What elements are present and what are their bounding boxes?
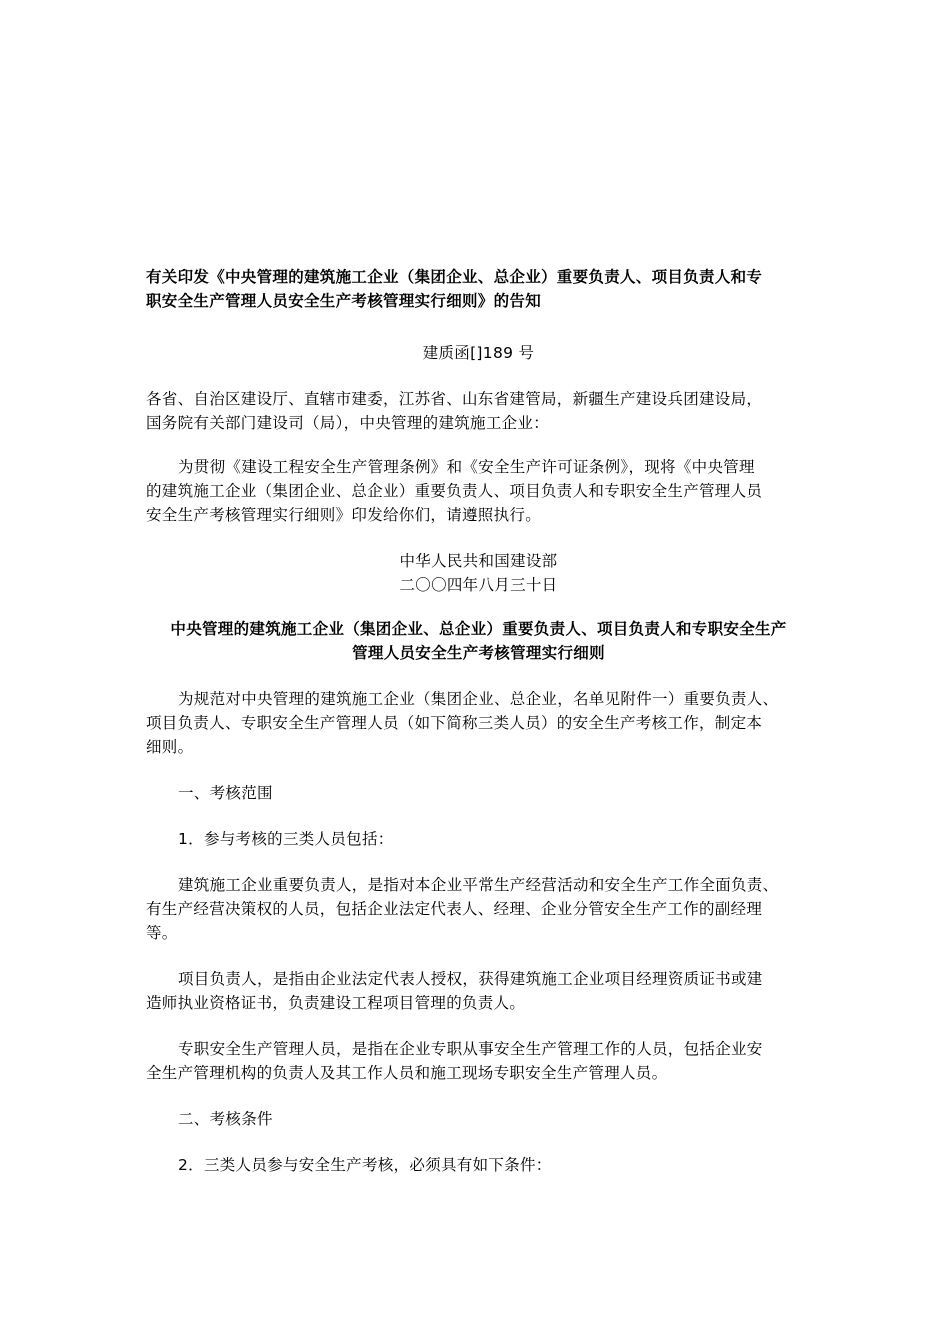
paragraph-principal-line-2: 有生产经营决策权的人员，包括企业法定代表人、经理、企业分管安全生产工作的副经理 (146, 900, 763, 918)
rules-intro-line-1: 为规范对中央管理的建筑施工企业（集团企业、总企业，名单见附件一）重要负责人、 (178, 690, 779, 708)
paragraph-project-lead (146, 967, 811, 1015)
notice-body (146, 455, 811, 527)
rules-intro-line-2: 项目负责人、专职安全生产管理人员（如下简称三类人员）的安全生产考核工作，制定本 (146, 714, 763, 732)
rules-intro (146, 687, 811, 759)
notice-body-line-3: 安全生产考核管理实行细则》印发给你们，请遵照执行。 (146, 506, 542, 524)
addressee-line-1: 各省、自治区建设厅、直辖市建委，江苏省、山东省建管局，新疆生产建设兵团建设局， (146, 390, 763, 408)
paragraph-principal-line-1: 建筑施工企业重要负责人，是指对本企业平常生产经营活动和安全生产工作全面负责、 (178, 876, 779, 894)
issuer-block (146, 549, 811, 597)
document-number: 建质函[]189 号 (422, 344, 535, 362)
rules-title-line-2: 管理人员安全生产考核管理实行细则 (352, 644, 605, 662)
notice-body-line-2: 的建筑施工企业（集团企业、总企业）重要负责人、项目负责人和专职安全生产管理人员 (146, 482, 763, 500)
addressee (146, 387, 811, 435)
section-heading-conditions: 二、考核条件 (178, 1110, 273, 1128)
notice-title-line-2: 职安全生产管理人员安全生产考核管理实行细则》的告知 (146, 292, 542, 310)
issue-date: 二〇〇四年八月三十日 (399, 576, 558, 594)
addressee-line-2: 国务院有关部门建设司（局），中央管理的建筑施工企业： (146, 414, 550, 432)
rules-title (146, 617, 811, 665)
document-page (146, 265, 811, 1177)
paragraph-safety-staff-line-2: 全生产管理机构的负责人及其工作人员和施工现场专职安全生产管理人员。 (146, 1064, 668, 1082)
paragraph-project-lead-line-2: 造师执业资格证书，负责建设工程项目管理的负责人。 (146, 994, 526, 1012)
paragraph-safety-staff (146, 1037, 811, 1085)
paragraph-safety-staff-line-1: 专职安全生产管理人员，是指在企业专职从事安全生产管理工作的人员，包括企业安 (178, 1040, 763, 1058)
paragraph-project-lead-line-1: 项目负责人，是指由企业法定代表人授权，获得建筑施工企业项目经理资质证书或建 (178, 970, 763, 988)
rules-intro-line-3: 细则。 (146, 738, 194, 756)
section-heading-scope: 一、考核范围 (178, 784, 273, 802)
notice-title (146, 265, 811, 313)
rules-title-line-1: 中央管理的建筑施工企业（集团企业、总企业）重要负责人、项目负责人和专职安全生产 (170, 620, 787, 638)
item-1: 1．参与考核的三类人员包括： (178, 830, 394, 848)
issuer: 中华人民共和国建设部 (399, 552, 558, 570)
notice-title-line-1: 有关印发《中央管理的建筑施工企业（集团企业、总企业）重要负责人、项目负责人和专 (146, 268, 763, 286)
item-2: 2．三类人员参与安全生产考核，必须具有如下条件： (178, 1156, 552, 1174)
notice-body-line-1: 为贯彻《建设工程安全生产管理条例》和《安全生产许可证条例》，现将《中央管理 (178, 458, 755, 476)
paragraph-principal-line-3: 等。 (146, 924, 178, 942)
paragraph-principal (146, 873, 811, 945)
